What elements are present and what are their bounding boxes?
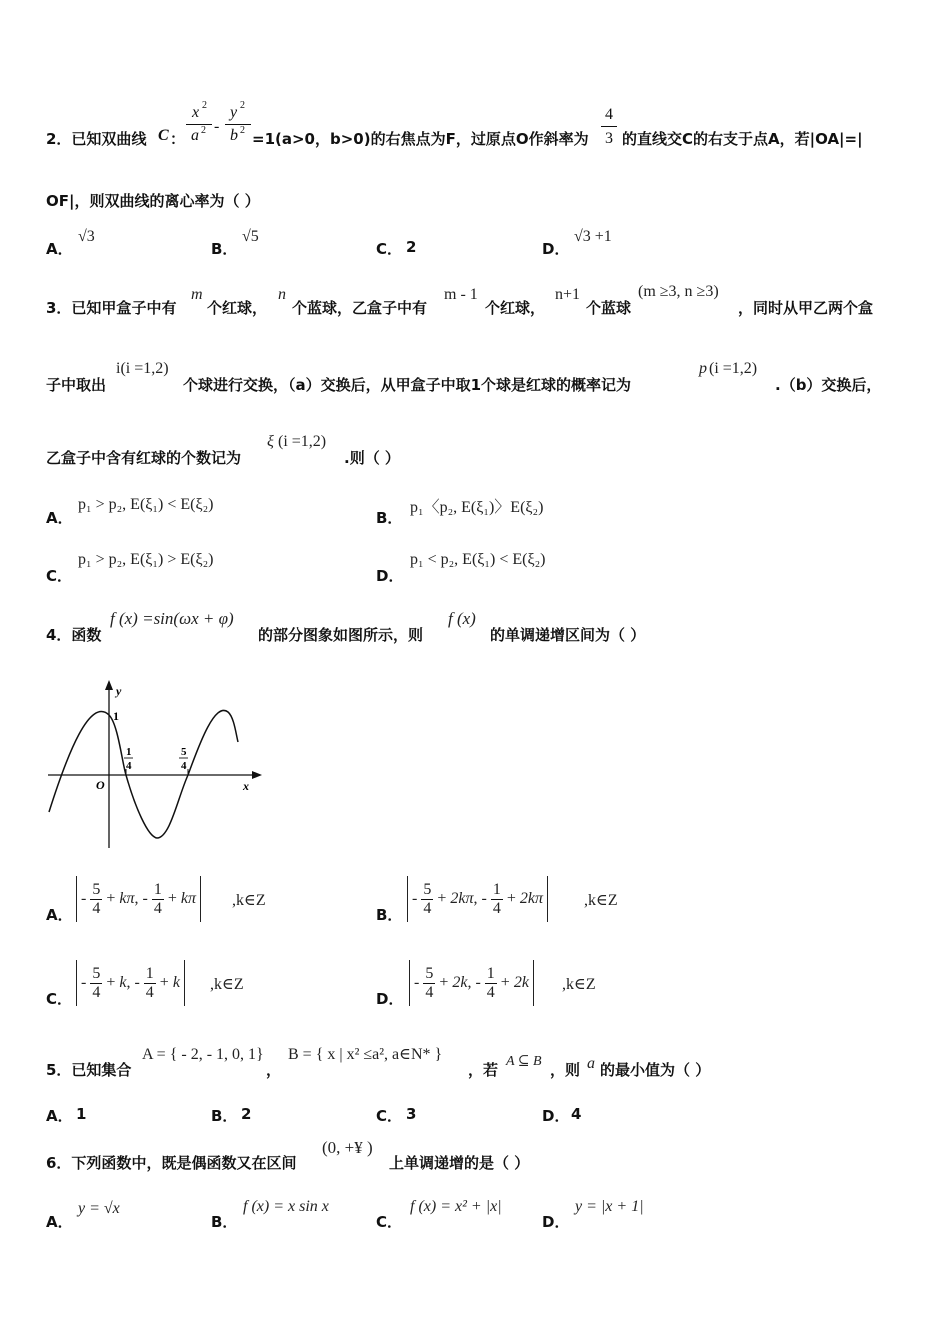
q5-comma: ， bbox=[266, 1061, 282, 1079]
q2-slope-fraction bbox=[601, 104, 617, 149]
q6-option-d-text: y = |x + 1| bbox=[575, 1198, 644, 1215]
q3-option-d-label: D． bbox=[376, 567, 404, 585]
q3-option-a-label: A． bbox=[46, 509, 73, 527]
q3-line3-b: .则（ ） bbox=[344, 449, 400, 467]
q2-slope-num: 4 bbox=[601, 104, 617, 127]
q5-option-d-text: 4 bbox=[571, 1105, 582, 1123]
q3-i-range: i(i =1,2) bbox=[116, 360, 169, 377]
q6-option-d-label: D． bbox=[542, 1213, 570, 1231]
origin-label: O bbox=[96, 778, 105, 792]
q6-option-b-text: f (x) = x sin x bbox=[243, 1198, 329, 1215]
q4-option-a-interval: - $\frac{5}{4}$ + kπ , - $\frac{1}{4}$ + kπ bbox=[76, 876, 201, 922]
q4-option-d-interval: - $\frac{5}{4}$ + 2k , - $\frac{1}{4}$ + 2k bbox=[409, 960, 534, 1006]
q4-option-b-interval: - $\frac{5}{4}$ + 2kπ , - $\frac{1}{4}$ + 2kπ bbox=[407, 876, 548, 922]
q3-option-d-text: p₁ < p₂, E(ξ₁) < E(ξ₂) bbox=[410, 551, 546, 568]
q2-b: b bbox=[230, 127, 238, 144]
q3-condition: (m ≥3, n ≥3) bbox=[638, 283, 719, 300]
q3-line2-c: .（b）交换后， bbox=[775, 376, 882, 394]
q2-option-b-text: √5 bbox=[242, 228, 259, 245]
q3-option-c-text: p₁ > p₂, E(ξ₁) > E(ξ₂) bbox=[78, 551, 214, 568]
q2-colon: ： bbox=[170, 130, 186, 148]
q3-part2: 个红球， bbox=[207, 299, 268, 317]
q6-stem-a: 6．下列函数中，既是偶函数又在区间 bbox=[46, 1154, 297, 1172]
q2-option-c-label: C． bbox=[376, 240, 403, 258]
q3-option-b-text: p₁〈p₂, E(ξ₁)〉E(ξ₂) bbox=[410, 499, 544, 516]
q2-sq1: 2 bbox=[202, 100, 207, 111]
q3-m-minus-1: m - 1 bbox=[444, 286, 478, 303]
q3-m: m bbox=[191, 286, 203, 303]
q4-option-b-label: B． bbox=[376, 906, 403, 924]
q4-function: f (x) =sin(ωx + φ) bbox=[110, 609, 234, 628]
q3-part1: 3．已知甲盒子中有 bbox=[46, 299, 177, 317]
q3-n: n bbox=[278, 286, 286, 303]
q5-option-c-text: 3 bbox=[406, 1105, 417, 1123]
q6-option-b-label: B． bbox=[211, 1213, 238, 1231]
q5-stem-c: ，则 bbox=[550, 1061, 581, 1079]
q5-set-b: B = { x | x² ≤a², a∈N* } bbox=[288, 1046, 443, 1063]
tick1-numerator: 1 bbox=[126, 746, 132, 758]
q2-fraction-x-a bbox=[186, 100, 212, 149]
q4-option-c-interval: - $\frac{5}{4}$ + k , - $\frac{1}{4}$ + k bbox=[76, 960, 185, 1006]
q6-option-a-label: A． bbox=[46, 1213, 73, 1231]
q3-option-b-label: B． bbox=[376, 509, 403, 527]
q5-option-a-text: 1 bbox=[76, 1105, 87, 1123]
q2-option-c-text: 2 bbox=[406, 238, 417, 256]
q2-a: a bbox=[191, 127, 199, 144]
q4-option-a-label: A． bbox=[46, 906, 73, 924]
q5-option-d-label: D． bbox=[542, 1107, 570, 1125]
q2-curve-name: C bbox=[158, 127, 169, 144]
q3-part4: 个红球， bbox=[485, 299, 546, 317]
q2-stem-end: 的直线交C的右支于点A，若|OA|=| bbox=[622, 130, 863, 148]
q5-stem-d: 的最小值为（ ） bbox=[600, 1061, 711, 1079]
q5-option-b-label: B． bbox=[211, 1107, 238, 1125]
q5-set-a: A = { - 2, - 1, 0, 1} bbox=[142, 1046, 264, 1063]
q2-option-d-label: D． bbox=[542, 240, 570, 258]
q2-sq3: 2 bbox=[240, 100, 245, 111]
q3-part3: 个蓝球，乙盒子中有 bbox=[292, 299, 428, 317]
q3-line2-a: 子中取出 bbox=[46, 376, 107, 394]
q5-option-c-label: C． bbox=[376, 1107, 403, 1125]
y-axis-label: y bbox=[116, 684, 122, 698]
q4-sine-graph bbox=[40, 672, 270, 852]
y-axis-arrow-icon bbox=[105, 680, 113, 690]
q4-stem-b: 的部分图象如图所示，则 bbox=[258, 626, 424, 644]
tick2-denominator: 4 bbox=[181, 760, 187, 772]
q6-option-a-text: y = √x bbox=[78, 1200, 120, 1217]
q5-var-a: a bbox=[587, 1055, 595, 1072]
q2-sq4: 2 bbox=[240, 125, 245, 136]
x-axis-arrow-icon bbox=[252, 771, 262, 779]
q2-condition: =1(a>0，b>0)的右焦点为F，过原点O作斜率为 bbox=[252, 130, 589, 148]
q3-option-c-label: C． bbox=[46, 567, 73, 585]
q2-option-d-text: √3 +1 bbox=[574, 228, 612, 245]
q4-option-b-tail: ,k∈Z bbox=[584, 892, 618, 909]
q2-option-a-text: √3 bbox=[78, 228, 95, 245]
q4-option-c-tail: ,k∈Z bbox=[210, 976, 244, 993]
q6-interval: (0, +¥ ) bbox=[322, 1138, 373, 1157]
q3-p-i-range: (i =1,2) bbox=[709, 360, 758, 377]
q2-x: x bbox=[192, 104, 200, 121]
q5-stem-a: 5．已知集合 bbox=[46, 1061, 132, 1079]
q2-fraction-y-b bbox=[225, 100, 251, 149]
q4-option-d-tail: ,k∈Z bbox=[562, 976, 596, 993]
q5-subset-condition: A ⊆ B bbox=[506, 1054, 542, 1069]
q6-option-c-text: f (x) = x² + |x| bbox=[410, 1198, 502, 1215]
q3-part5: 个蓝球 bbox=[586, 299, 632, 317]
q3-xi-range: (i =1,2) bbox=[278, 433, 327, 450]
q4-option-d-label: D． bbox=[376, 990, 404, 1008]
q5-option-b-text: 2 bbox=[241, 1105, 252, 1123]
q4-option-a-tail: ,k∈Z bbox=[232, 892, 266, 909]
q3-option-a-text: p₁ > p₂, E(ξ₁) < E(ξ₂) bbox=[78, 496, 214, 513]
q6-option-c-label: C． bbox=[376, 1213, 403, 1231]
q4-stem-a: 4．函数 bbox=[46, 626, 102, 644]
q2-option-b-label: B． bbox=[211, 240, 238, 258]
q2-y: y bbox=[230, 104, 238, 121]
q2-sq2: 2 bbox=[201, 125, 206, 136]
q3-xi: ξ bbox=[267, 433, 274, 450]
sine-curve bbox=[49, 710, 238, 838]
q5-option-a-label: A． bbox=[46, 1107, 73, 1125]
q3-n-plus-1: n+1 bbox=[555, 286, 581, 303]
y-one-label: 1 bbox=[113, 709, 119, 723]
tick1-denominator: 4 bbox=[126, 760, 132, 772]
q2-stem-start: 2．已知双曲线 bbox=[46, 130, 147, 148]
q4-stem-c: 的单调递增区间为（ ） bbox=[490, 626, 646, 644]
q4-function-ref: f (x) bbox=[448, 609, 476, 628]
q2-slope-den: 3 bbox=[605, 130, 613, 147]
q2-stem-line2: OF|，则双曲线的离心率为（ ） bbox=[46, 192, 260, 210]
q5-stem-b: ，若 bbox=[468, 1061, 499, 1079]
q3-line3-a: 乙盒子中含有红球的个数记为 bbox=[46, 449, 242, 467]
q3-p-i: p bbox=[699, 360, 707, 377]
q2-minus: - bbox=[214, 118, 220, 135]
q3-part6: ，同时从甲乙两个盒 bbox=[738, 299, 874, 317]
q6-stem-b: 上单调递增的是（ ） bbox=[389, 1154, 530, 1172]
tick2-numerator: 5 bbox=[181, 746, 187, 758]
q3-line2-b: 个球进行交换，（a）交换后，从甲盒子中取1个球是红球的概率记为 bbox=[183, 376, 632, 394]
x-axis-label: x bbox=[243, 779, 249, 793]
q2-option-a-label: A． bbox=[46, 240, 73, 258]
q4-option-c-label: C． bbox=[46, 990, 73, 1008]
